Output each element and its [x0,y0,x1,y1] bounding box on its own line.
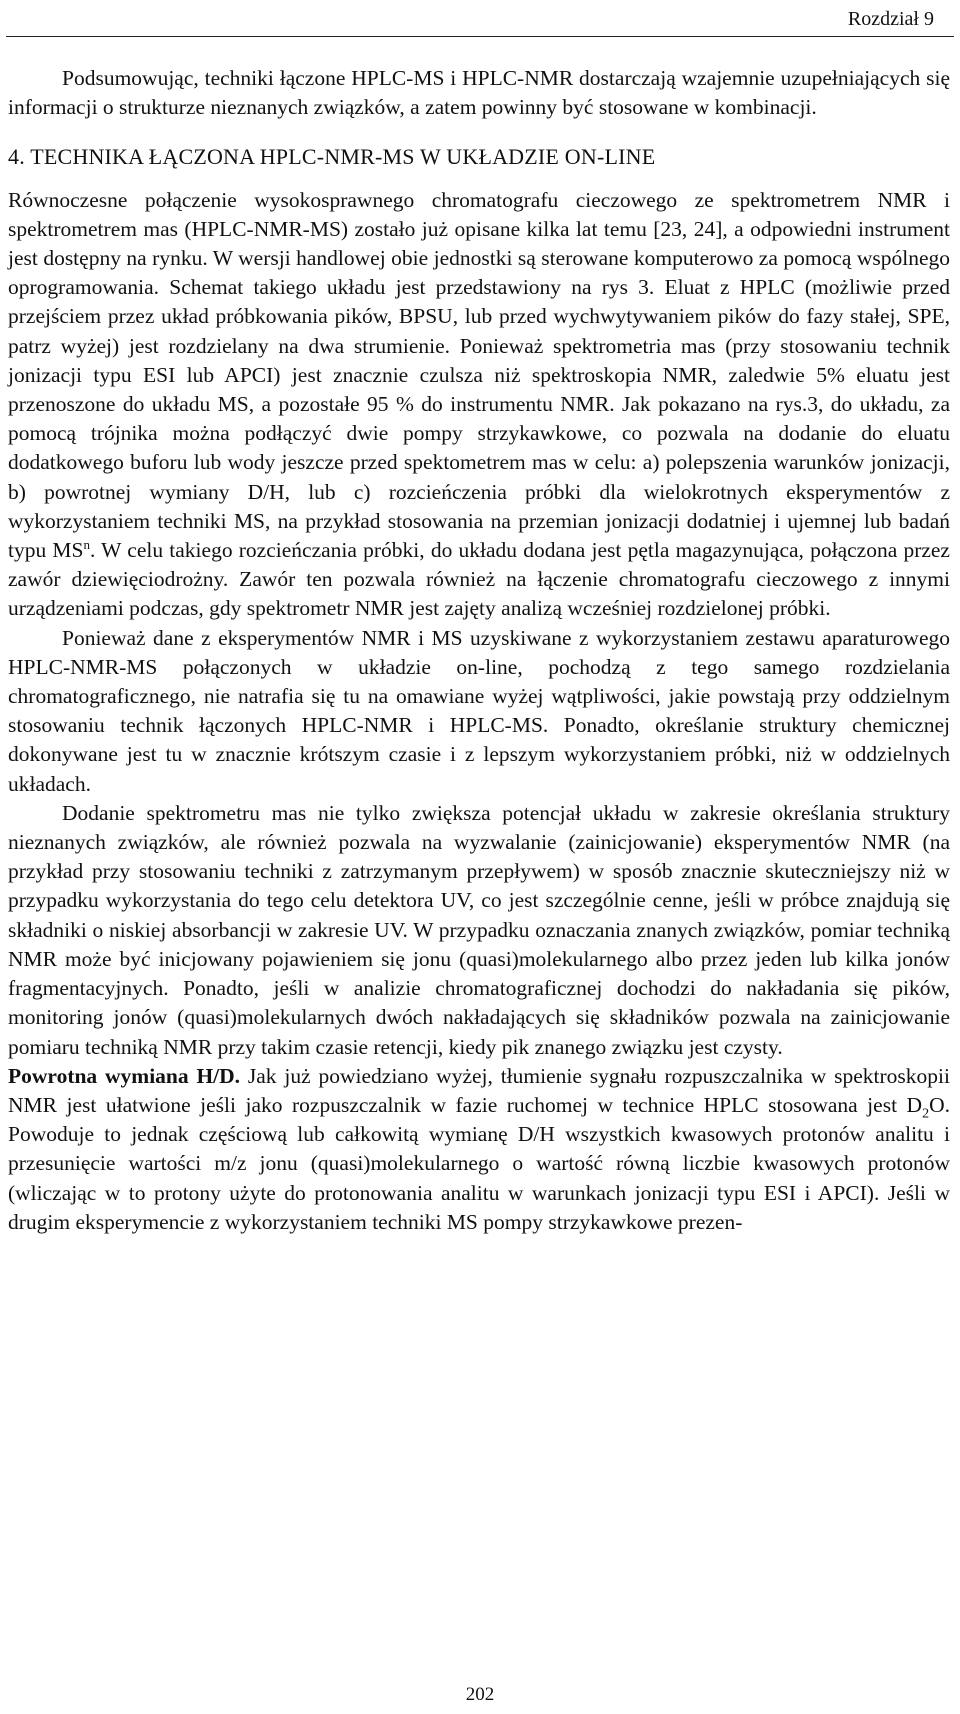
page-body [8,64,950,1237]
paragraph-1-text-cont: . W celu takiego rozcieńczania próbki, do układu dodana jest pętla magazynująca, połączona przez zawór dziewięciodrożny. Zawór ten pozwala również na łączenie chromatografu cieczowego z innymi urządzeniami podczas, gdy spektrometr NMR jest zajęty analizą wcześniej rozdzielonej próbki. [8,538,950,621]
paragraph-4-text: Jak już powiedziano wyżej, tłumienie sygnału rozpuszczalnika w spektroskopii NMR jest ułatwione jeśli jako rozpuszczalnik w fazie ruchomej w technice HPLC stosowana jest D [8,1063,950,1117]
superscript-n: n [83,536,90,552]
bold-lead-in: Powrotna wymiana H/D. [8,1063,241,1088]
intro-paragraph: Podsumowując, techniki łączone HPLC-MS i HPLC-NMR dostarczają wzajemnie uzupełniających się informacji o strukturze nieznanych związków, a zatem powinny być stosowane w kombinacji. [8,66,950,120]
header-rule [6,36,954,37]
paragraph-1-text: Równoczesne połączenie wysokosprawnego chromatografu cieczowego ze spektrometrem NMR i spektrometrem mas (HPLC-NMR-MS) zostało już opisane kilka lat temu [23, 24], a odpowiedni instrument jest dostępny na rynku. W wersji handlowej obie jednostki są sterowane komputerowo za pomocą wspólnego oprogramowania. Schemat takiego układu jest przedstawiony na rys 3. Eluat z HPLC (możliwie przed przejściem przez układ próbkowania pików, BPSU, lub przed wychwytywaniem pików do fazy stałej, SPE, patrz wyżej) jest rozdzielany na dwa strumienie. Ponieważ spektrometria mas (przy stosowaniu technik jonizacji typu ESI lub APCI) jest znacznie czulsza niż spektroskopia NMR, zaledwie 5% eluatu jest przenoszone do układu MS, a pozostałe 95 % do instrumentu NMR. Jak pokazano na rys.3, do układu, za pomocą trójnika można podłączyć dwie pompy strzykawkowe, co pozwala na dodanie do eluatu dodatkowego buforu lub wody jeszcze przed spektometrem mas w celu: a) polepszenia warunków jonizacji, b) powrotnej wymiany D/H, lub c) rozcieńczenia próbki dla wielokrotnych eksperymentów z wykorzystaniem techniki MS, na przykład stosowania na przemian jonizacji dodatniej i ujemnej lub badań typu MS [8,187,950,563]
running-header: Rozdział 9 [847,8,934,30]
page-number: 202 [465,1684,495,1705]
paragraph-4 [8,1062,950,1237]
subscript-2: 2 [922,1106,930,1122]
paragraph-3: Dodanie spektrometru mas nie tylko zwiększa potencjał układu w zakresie określania struktury nieznanych związków, ale również pozwala na wyzwalanie (zainicjowanie) eksperymentów NMR (na przykład przy stosowaniu techniki z zatrzymanym przepływem) w sposób znacznie skuteczniejszy niż w przypadku wykorzystania do tego celu detektora UV, co jest szczególnie cenne, jeśli w próbce znajdują się składniki o niskiej absorbancji w zakresie UV. W przypadku oznaczania znanych związków, pomiar techniką NMR może być inicjowany pojawieniem się jonu (quasi)molekularnego albo przez jeden lub kilka jonów fragmentacyjnych. Ponadto, jeśli w analizie chromatograficznej dochodzi do nakładania się pików, monitoring jonów (quasi)molekularnych dwóch nakładających się składników pozwala na zainicjowanie pomiaru techniką NMR przy takim czasie retencji, kiedy pik znanego związku jest czysty. [8,800,950,1059]
paragraph-2: Ponieważ dane z eksperymentów NMR i MS uzyskiwane z wykorzystaniem zestawu aparaturowego HPLC-NMR-MS połączonych w układzie on-line, pochodzą z tego samego rozdzielania chromatograficznego, nie natrafia się tu na omawiane wyżej wątpliwości, jakie powstają przy oddzielnym stosowaniu technik łączonych HPLC-NMR i HPLC-MS. Ponadto, określanie struktury chemicznej dokonywane jest tu w znacznie krótszym czasie i z lepszym wykorzystaniem próbki, niż w oddzielnych układach. [8,625,950,796]
paragraph-1 [8,186,950,624]
section-heading: 4. TECHNIKA ŁĄCZONA HPLC-NMR-MS W UKŁADZIE ON-LINE [8,144,656,170]
paragraph-4-text-cont: O. Powoduje to jednak częściową lub całkowitą wymianę D/H wszystkich kwasowych protonów analitu i przesunięcie wartości m/z jonu (quasi)molekularnego o wartość równą liczbie kwasowych protonów (wliczając w to protony użyte do protonowania analitu w warunkach jonizacji typu ESI i APCI). Jeśli w drugim eksperymencie z wykorzystaniem techniki MS pompy strzykawkowe prezen- [8,1092,950,1234]
